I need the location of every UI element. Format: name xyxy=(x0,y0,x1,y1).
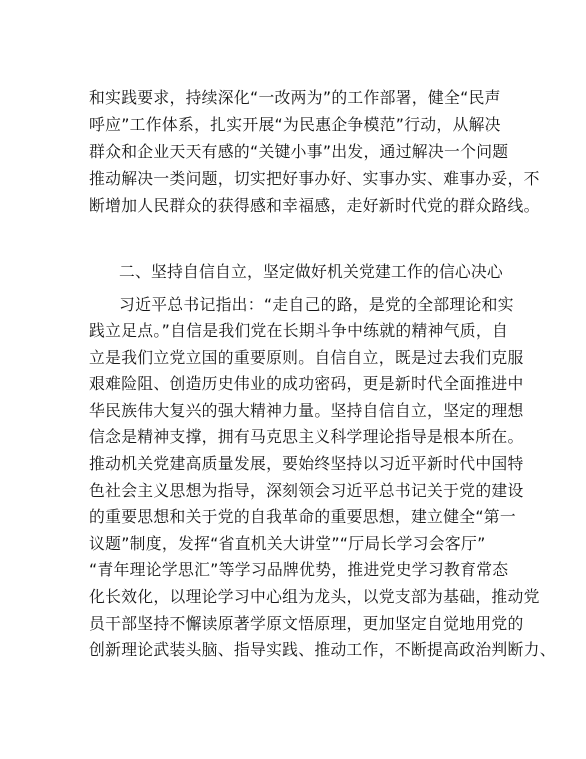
section-heading: 二、坚持自信自立，坚定做好机关党建工作的信心决心 xyxy=(119,262,503,281)
paragraph-2-line-14: 创新理论武装头脑、指导实践、推动工作，不断提高政治判断力、 xyxy=(89,640,556,659)
paragraph-1-line-1: 和实践要求，持续深化“一改两为”的工作部署，健全“民声 xyxy=(89,88,501,107)
paragraph-2-line-13: 员干部坚持不懈读原著学原文悟原理，更加坚定自觉地用党的 xyxy=(89,614,524,633)
paragraph-2-line-3: 立是我们立党立国的重要原则。自信自立，既是过去我们克服 xyxy=(89,348,524,367)
paragraph-2-line-2: 践立足点。”自信是我们党在长期斗争中练就的精神气质，自 xyxy=(89,321,509,340)
paragraph-2-line-11: “青年理论学思汇”等学习品牌优势，推进党史学习教育常态 xyxy=(89,560,509,579)
paragraph-2-line-10: 议题”制度，发挥“省直机关大讲堂”“厅局长学习会客厅” xyxy=(89,534,486,553)
paragraph-2-line-1: 习近平总书记指出：“走自己的路，是党的全部理论和实 xyxy=(119,295,514,314)
paragraph-2-line-5: 华民族伟大复兴的强大精神力量。坚持自信自立，坚定的理想 xyxy=(89,401,524,420)
paragraph-1-line-3: 群众和企业天天有感的“关键小事”出发，通过解决一个问题 xyxy=(89,142,509,161)
paragraph-1-line-5: 断增加人民群众的获得感和幸福感，走好新时代党的群众路线。 xyxy=(89,196,540,215)
paragraph-2-line-12: 化长效化，以理论学习中心组为龙头，以党支部为基础，推动党 xyxy=(89,587,540,606)
paragraph-2-line-7: 推动机关党建高质量发展，要始终坚持以习近平新时代中国特 xyxy=(89,454,524,473)
paragraph-2-line-8: 色社会主义思想为指导，深刻领会习近平总书记关于党的建设 xyxy=(89,481,524,500)
paragraph-2-line-9: 的重要思想和关于党的自我革命的重要思想，建立健全“第一 xyxy=(89,507,517,526)
paragraph-1-line-2: 呼应”工作体系，扎实开展“为民惠企争模范”行动，从解决 xyxy=(89,115,501,134)
paragraph-2-line-6: 信念是精神支撑，拥有马克思主义科学理论指导是根本所在。 xyxy=(89,427,524,446)
paragraph-2-line-4: 艰难险阻、创造历史伟业的成功密码，更是新时代全面推进中 xyxy=(89,374,524,393)
paragraph-1-line-4: 推动解决一类问题，切实把好事办好、实事办实、难事办妥，不 xyxy=(89,169,540,188)
